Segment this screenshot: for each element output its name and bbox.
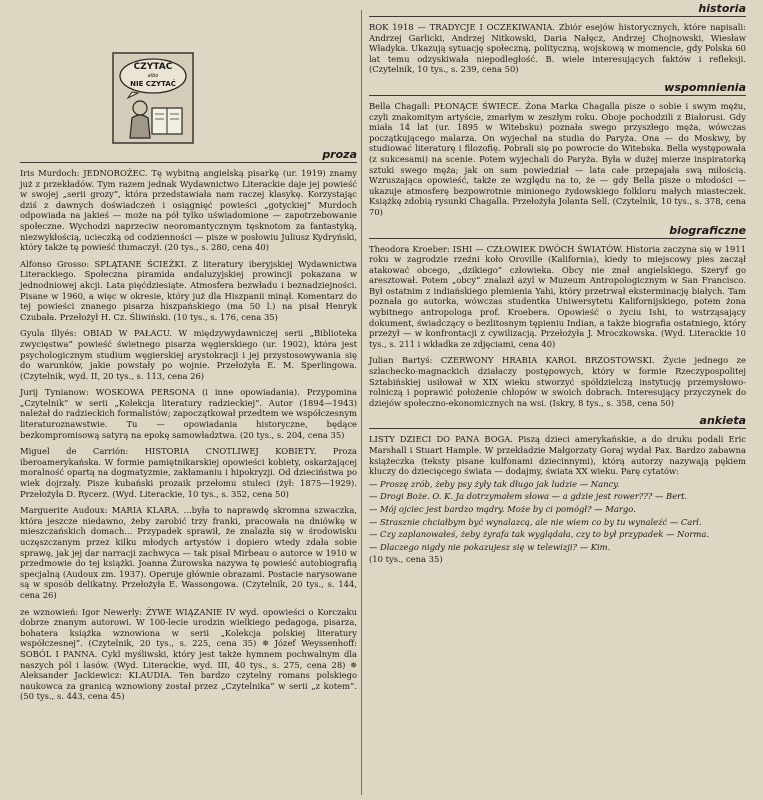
survey-quote: — Dlaczego nigdy nie pokazujesz się w telewizji? — Kim.: [369, 541, 611, 552]
section-label-memoirs: wspomnienia: [369, 81, 746, 96]
survey-quote: — Strasznie chciałbym być wynalazcą, ale nie wiem co by tu wynaleźć — Carl.: [369, 516, 702, 527]
left-column: [20, 0, 357, 708]
section-label-survey: ankieta: [369, 414, 746, 429]
survey-quote: — Drogi Boże. O. K. Ja dotrzymałem słowa — a gdzie jest rower??? — Bert.: [369, 491, 688, 502]
section-label-history: historia: [369, 2, 746, 17]
column-logo-icon: [112, 52, 194, 144]
section-label-prose: proza: [20, 148, 357, 163]
entry-prose-1: Iris Murdoch: JEDNOROŻEC. Tę wybitną angielską pisarkę (ur. 1919) znamy już z przekładów. Tym razem jednak Wydawnictwo Literackie daje jej powieść w swojej „serii grozy”, która przedstawiała nam raczej klasykę. Korzystając dziś z dawnych doświadczeń i osiągnięć powieści „gotyckiej” Murdoch odpowiada na jakieś — może na pół tylko uświadomione — zapotrzebowanie społeczne. Wychodzi naprzeciw neoromantycznym tęsknotom za fantastyką, niezwykłością, ucieczką od codzienności — pisze w posłowiu Juliusz Kydryński, który także tę powieść tłumaczył. (20 tys., s. 280, cena 40): [20, 168, 357, 253]
right-column: [369, 0, 746, 567]
entry-biographical-2: Julian Bartyś: CZERWONY HRABIA KAROL BRZOSTOWSKI. Życie jednego ze szlachecko-magnackich działaczy postępowych, który w formie Rzeczypospolitej Sztabińskiej usiłował w XIX wieku stworzyć spółdzielczą instytucję przemysłowo-rolniczą i poprawić położenie chłopów w swoich dobrach. Interesujący przyczynek do dziejów społeczno-ekonomicznych na wsi. (Iskry, 8 tys., s. 358, cena 50): [369, 355, 746, 408]
entry-memoirs-1: Bella Chagall: PŁONĄCE ŚWIECE. Żona Marka Chagalla pisze o sobie i swym mężu, czyli znakomitym artyście, zmarłym w zeszłym roku. Oboje pochodzili z Białorusi. Gdy miała 14 lat (ur. 1895 w Witebsku) poznała swego przyszłego męża, wówczas początkującego malarza. On wyjechał na studia do Paryża. Ona — do Moskwy, by studiować literaturę i filozofię. Pobrali się po powrocie do Witebska. Bella występowała (z sukcesami) na scenie. Potem wyjechali do Paryża. Była w dużej mierze inspiratorką sztuki swego męża; jak on sam powiedział — lata całe przepajała swą miłością. Wzruszająca opowieść, także ze względu na to, że — gdy Bella pisze o młodości — ukazuje atmosferę bezpowrotnie minionego żydowskiego folkloru małych miasteczek. Książkę zdobią rysunki Chagalla. Przełożyła Jolanta Sell. (Czytelnik, 10 tys., s. 378, cena 70): [369, 100, 746, 217]
entry-biographical-1: Theodora Kroeber: ISHI — CZŁOWIEK DWÓCH ŚWIATÓW. Historia zaczyna się w 1911 roku w zagrodzie rzeźni koło Oroville (Kalifornia), kiedy to miejscowy pies zaczął atakować obcego, „dzikiego” człowieka. Obcy nie znał angielskiego. Szeryf go aresztował. Potem „obcy” znalazł azyl w Muzeum Antropologicznym w San Francisco. Był ostatnim z indiańskiego plemienia Yahi, który przetrwał eksterminację białych. Tam poznała go autorka, wówczas studentka Uniwersytetu Kalifornijskiego, potem żona wybitnego antropologa prof. Kroebera. Opowieść o życiu Ishi, to wstrząsający dokument, świadczący o bezlitosnym tępieniu Indian, a także biografia ostatniego, który przeżył — w konfrontacji z cywilizacją. Przełożyła J. Mroczkowska. (Wyd. Literackie 10 tys., s. 211 i wkładka ze zdjęciami, cena 40): [369, 243, 746, 349]
entry-prose-4: Jurij Tynianow: WOSKOWA PERSONA (i inne opowiadania). Przypomina „Czytelnik” w serii „Kolekcja literatury radzieckiej”. Autor (1894—1943) należał do radzieckich formalistów; zapoczątkował przedtem we współczesnym literaturoznawstwie. Tu — opowiadania historyczne, będące bezkompromisową satyrą na epokę samowładztwa. (20 tys., s. 204, cena 35): [20, 387, 358, 440]
entry-prose-7: ze wznowień: Igor Newerly: ŻYWE WIĄZANIE IV wyd. opowieści o Korczaku dobrze znanym autorowi. W 100-lecie urodzin wielkiego pedagoga, pisarza, bohatera książka wznowiona w serii „Kolekcja polskiej literatury współczesnej”. (Czytelnik, 20 tys., s. 225, cena 35) ✵ Józef Weyssenhoff: SOBÓL I PANNA. Cykl myśliwski, który jest także hymnem pochwalnym dla naszych pól i lasów. (Wyd. Literackie, wyd. III, 40 tys., s. 275, cena 28) ✵ Aleksander Jackiewicz: KLAUDIA. Ten bardzo czytelny romans polskiego naukowca za granicą wznowiony został przez „Czytelnika” w serii „z kotem”. (50 tys., s. 443, cena 45): [20, 606, 357, 702]
survey-intro: LISTY DZIECI DO PANA BOGA. Piszą dzieci amerykańskie, a do druku podali Eric Marshall i Stuart Hample. W przekładzie Małgorzaty Goraj wydał Pax. Bardzo zabawna książeczka (teksty pisane kulfonami dziecinnymi), którą autorzy nazywają pękiem kluczy do dziecięcego świata — dodajmy, świata XX wieku. Parę cytatów:: [369, 434, 746, 477]
entry-prose-6: Marguerite Audoux: MARIA KLARA. ...była to naprawdę skromna szwaczka, która jeszcze niedawno, żeby zarobić trzy franki, pracowała na dniówkę w mieszczańskich domach... Przypadek sprawił, że znalazła się w środowisku uczęszczanym przez kilku młodych artystów i dopiero wtedy zdała sobie sprawę, jak jej dar narracji zachwyca — tak pisał Mirbeau o autorce w 1910 w przedmowie do tej książki. Joanna Żurowska nazywa tę powieść autobiografią specjalną (Audoux zm. 1937). Operuje głównie obrazami. Postacie narysowane są w sposób delikatny. Przełożyła E. Wassongowa. (Czytelnik, 20 tys., s. 144, cena 26): [20, 505, 357, 600]
survey-footer: (10 tys., cena 35): [369, 554, 443, 565]
section-label-biographical: biograficzne: [369, 224, 746, 239]
entry-prose-2: Alfonso Grosso: SPLĄTANE ŚCIEŻKI. Z literatury iberyjskiej Wydawnictwa Literackiego. Społeczna piramida andaluzyjskiej prowincji pokazana w jednodniowej akcji. Lata pięćdziesiąte. Atmosfera bezwładu i beznadziejności. Pisane w 1960, a więc w okresie, który już dla Hiszpanii minął. Komentarz do tej powieści znanego pisarza hiszpańskiego (ma 50 l.) na pisał Henryk Czubała. Przełożył H. Cz. Śliwiński. (10 tys., s. 176, cena 35): [20, 258, 357, 322]
entry-history-1: ROK 1918 — TRADYCJE I OCZEKIWANIA. Zbiór esejów historycznych, które napisali: Andrzej Garlicki, Andrzej Nitkowski, Daria Nałęcz, Andrzej Chojnowski, Wiesław Władyka. Ukazują sytuację społeczną, polityczną, wojskową w momencie, gdy Polska 60 lat temu odzyskiwała niepodległość. B. wiele interesujących faktów i refleksji. (Czytelnik, 10 tys., s. 239, cena 50): [369, 22, 746, 75]
survey-block: [369, 434, 746, 565]
logo-line-3: NIE CZYTAĆ: [130, 80, 176, 88]
survey-quote: — Czy zaplanowałeś, żeby żyrafa tak wyglądała, czy to był przypadek — Norma.: [369, 529, 709, 540]
prose-entries: [20, 168, 357, 702]
logo-area: [20, 0, 357, 146]
logo-line-1: CZYTAĆ: [133, 62, 173, 72]
logo-line-2: albo: [147, 73, 159, 79]
survey-quote: — Proszę zrób, żeby psy żyły tak długo jak ludzie — Nancy.: [369, 478, 620, 489]
entry-prose-3: Gyula Illyés: OBIAD W PAŁACU. W międzywydawniczej serii „Biblioteka zwycięstwa” powieść świetnego pisarza węgierskiego (ur. 1902), która jest psychologicznym studium węgierskiej arystokracji i jej przystosowywania się do warunków, jakie powstały po wojnie. Przełożyła E. M. Sperlingowa. (Czytelnik, wyd. II, 20 tys., s. 113, cena 26): [20, 328, 357, 381]
column-divider: [361, 10, 362, 795]
survey-quote: — Mój ojciec jest bardzo mądry. Może by ci pomógł? — Margo.: [369, 503, 636, 514]
entry-prose-5: Miguel de Carrión: HISTORIA CNOTLIWEJ KOBIETY. Proza iberoamerykańska. W formie pamiętnikarskiej opowieści kobiety, oskarżającej moralność opartą na dogmatyzmie, zakłamaniu i hipokryzji. Od dzieciństwa po wiek dojrzały. Pisze kubański prozaik przełomu stuleci (żył: 1875—1929). Przełożyła D. Rycerz. (Wyd. Literackie, 10 tys., s. 352, cena 50): [20, 446, 357, 499]
